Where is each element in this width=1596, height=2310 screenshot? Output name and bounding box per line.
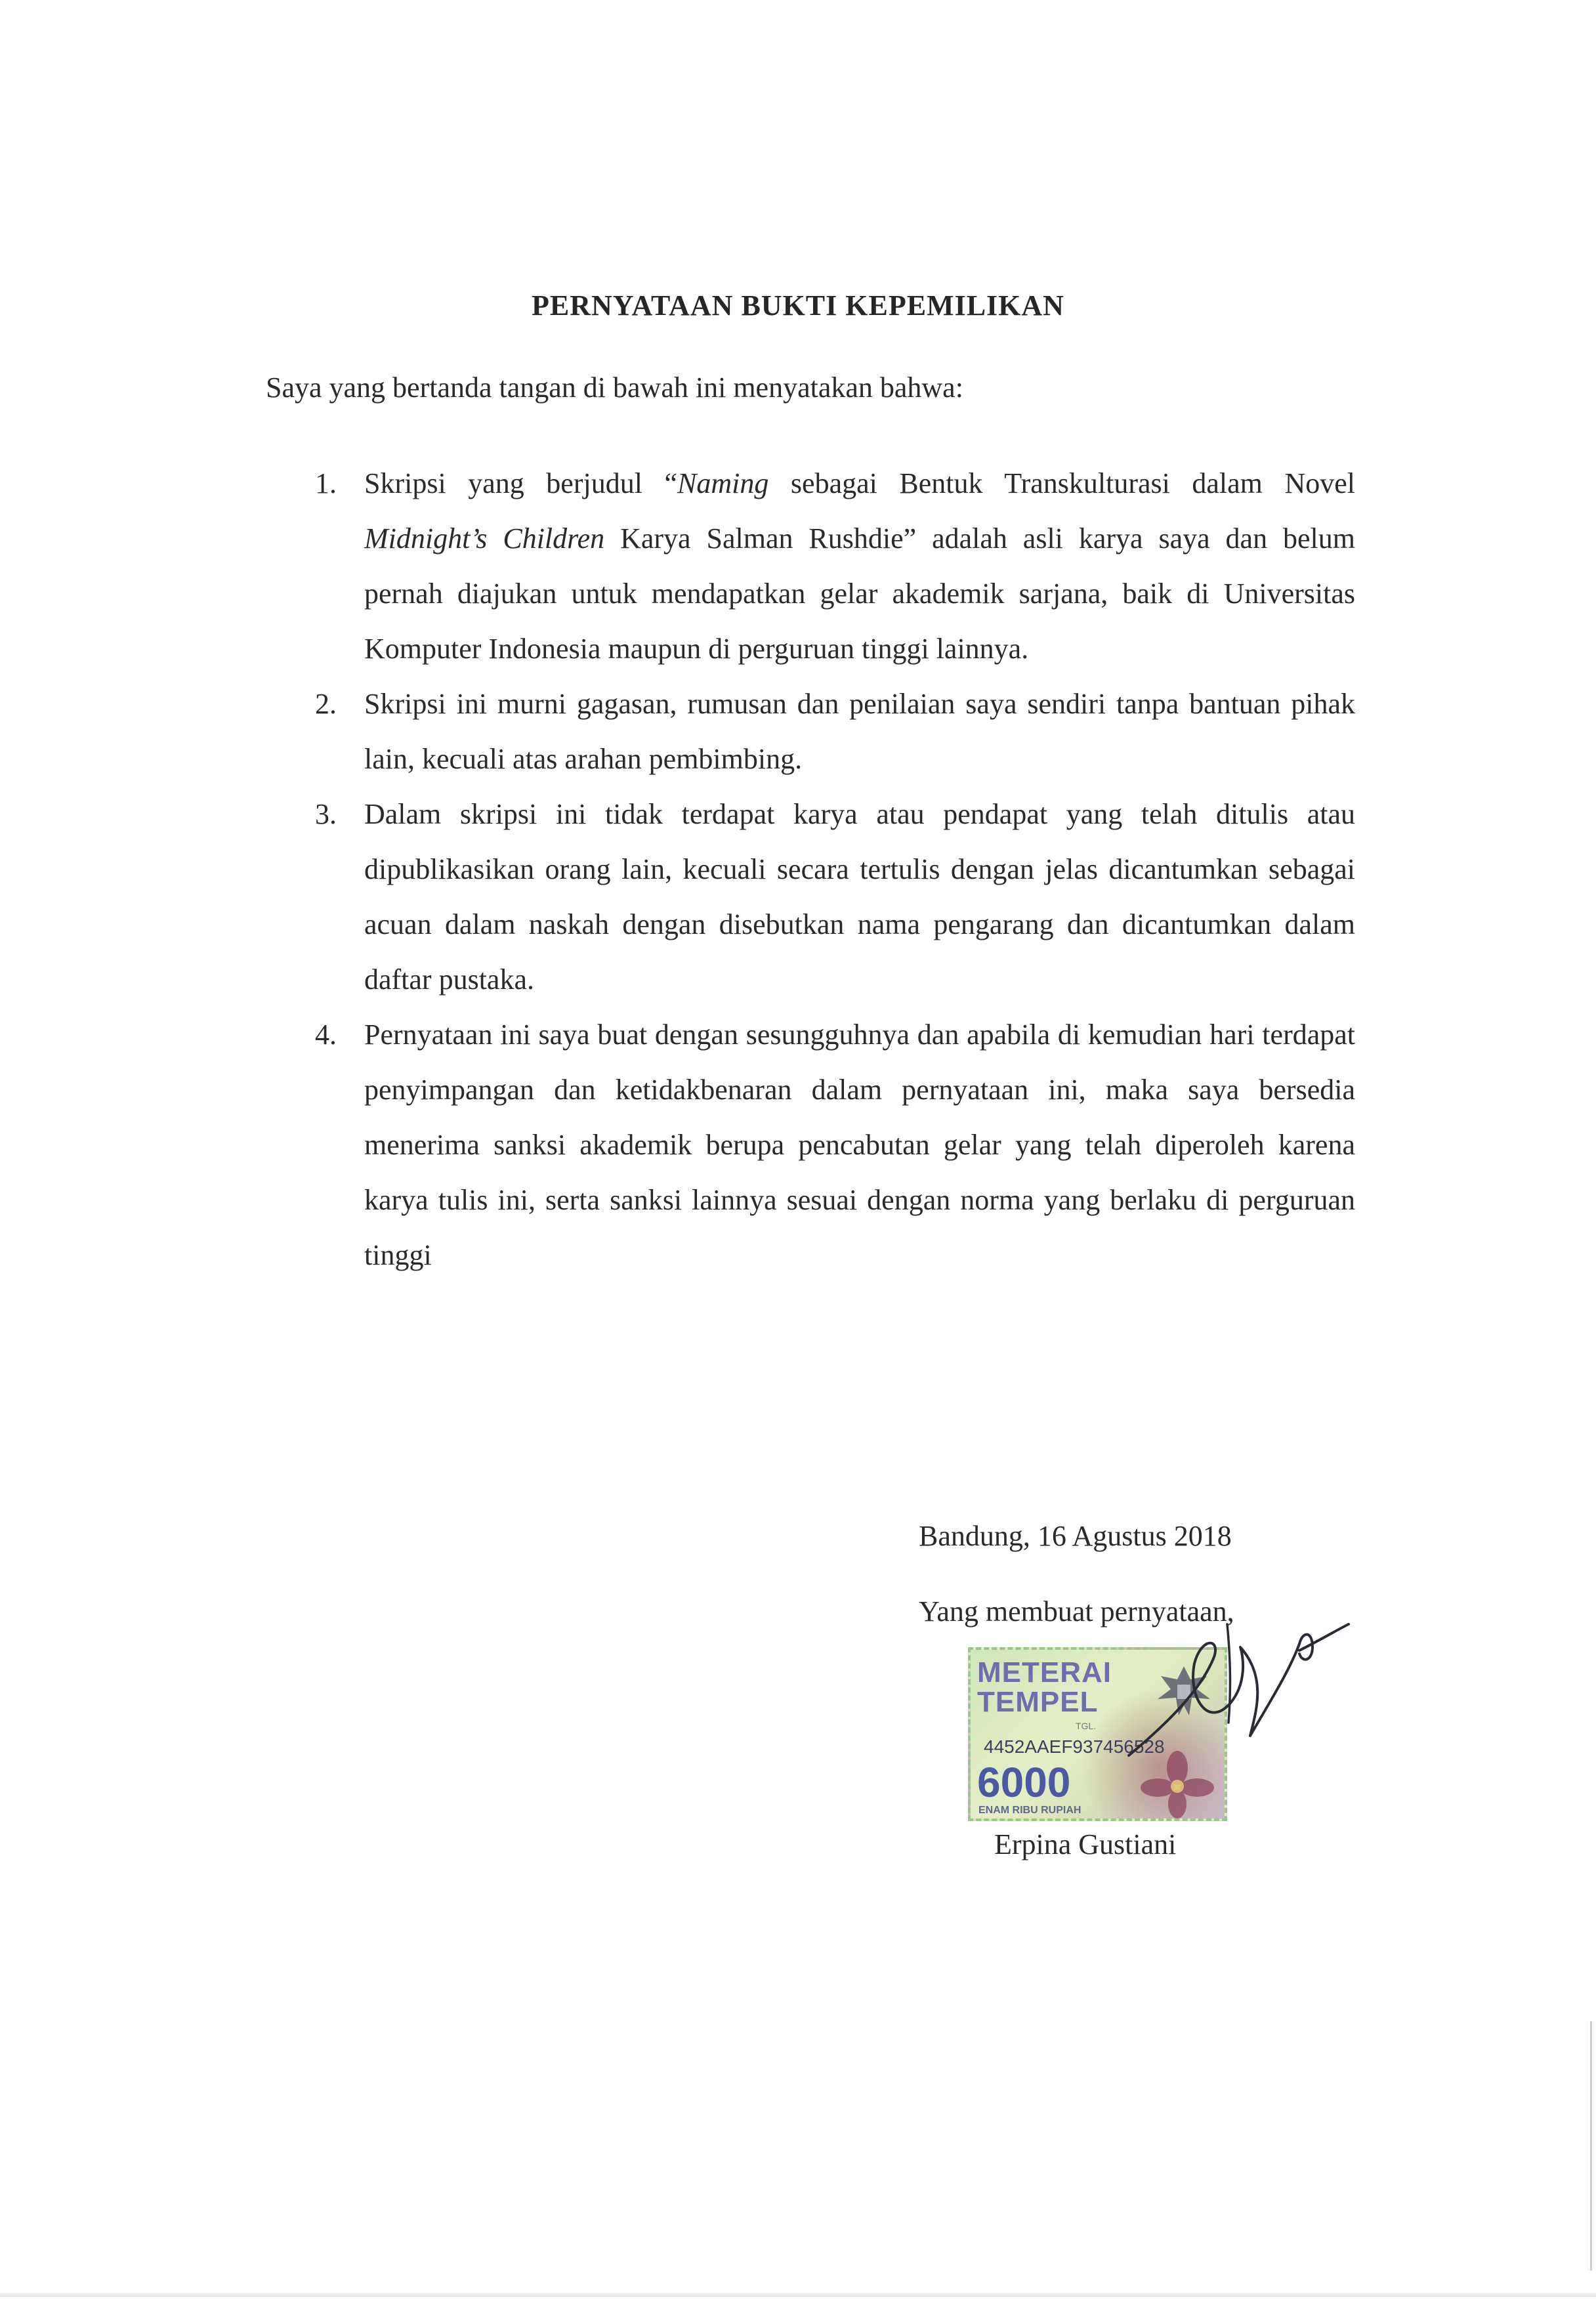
handwritten-signature xyxy=(1116,1585,1352,1782)
stamp-word-meterai: METERAI xyxy=(977,1656,1112,1689)
stamp-value-words: ENAM RIBU RUPIAH xyxy=(978,1805,1082,1816)
statement-italic-naming: Naming xyxy=(677,467,769,499)
stamp-word-tempel: TEMPEL xyxy=(977,1686,1099,1718)
statement-text-2: Skripsi ini murni gagasan, rumusan dan penilaian saya sendiri tanpa bantuan pihak lain, kecuali atas arahan pembimbing. xyxy=(364,688,1355,775)
statement-item-2 xyxy=(295,677,1355,787)
scan-edge-right xyxy=(1590,2021,1592,2271)
statement-item-4 xyxy=(295,1007,1355,1283)
signer-role: Yang membuat pernyataan, xyxy=(919,1595,1234,1628)
statement-text-1a: Skripsi yang berjudul “ xyxy=(364,467,678,499)
statement-item-1 xyxy=(295,456,1355,677)
document-title: PERNYATAAN BUKTI KEPEMILIKAN xyxy=(532,289,1064,322)
statement-number-3: 3. xyxy=(315,798,337,830)
place-date: Bandung, 16 Agustus 2018 xyxy=(919,1520,1232,1552)
stamp-date-label: TGL. xyxy=(1076,1721,1097,1731)
statement-item-3 xyxy=(295,787,1355,1007)
statement-italic-novel-title: Midnight’s Children xyxy=(364,522,605,555)
statement-text-1b: sebagai Bentuk Transkulturasi dalam Novel xyxy=(768,467,1355,499)
statement-number-2: 2. xyxy=(315,688,337,720)
statement-text-4: Pernyataan ini saya buat dengan sesungguhnya dan apabila di kemudian hari terdapat penyimpangan dan ketidakbenaran dalam pernyataan ini, maka saya bersedia menerima sanksi akademik berupa pencabutan gelar yang telah diperoleh karena karya tulis ini, serta sanksi lainnya sesuai dengan norma yang berlaku di perguruan tinggi xyxy=(364,1018,1355,1271)
statement-text-3: Dalam skripsi ini tidak terdapat karya atau pendapat yang telah ditulis atau dipublikasikan orang lain, kecuali secara tertulis dengan jelas dicantumkan sebagai acuan dalam naskah dengan disebutkan nama pengarang dan dicantumkan dalam daftar pustaka. xyxy=(364,798,1355,996)
intro-text: Saya yang bertanda tangan di bawah ini menyatakan bahwa: xyxy=(266,371,963,404)
statement-list xyxy=(295,456,1355,1283)
signer-name: Erpina Gustiani xyxy=(994,1828,1177,1860)
scan-edge-bottom xyxy=(0,2293,1596,2297)
statement-text-1c: Karya Salman Rushdie” adalah asli karya saya dan belum pernah diajukan untuk mendapatkan gelar akademik sarjana, baik di Universitas Komputer Indonesia maupun di perguruan tinggi lainnya. xyxy=(364,522,1355,665)
stamp-serial: 4452AAEF937456528 xyxy=(984,1736,1165,1757)
statement-number-1: 1. xyxy=(315,467,337,499)
statement-number-4: 4. xyxy=(315,1018,337,1051)
stamp-value: 6000 xyxy=(977,1759,1071,1806)
